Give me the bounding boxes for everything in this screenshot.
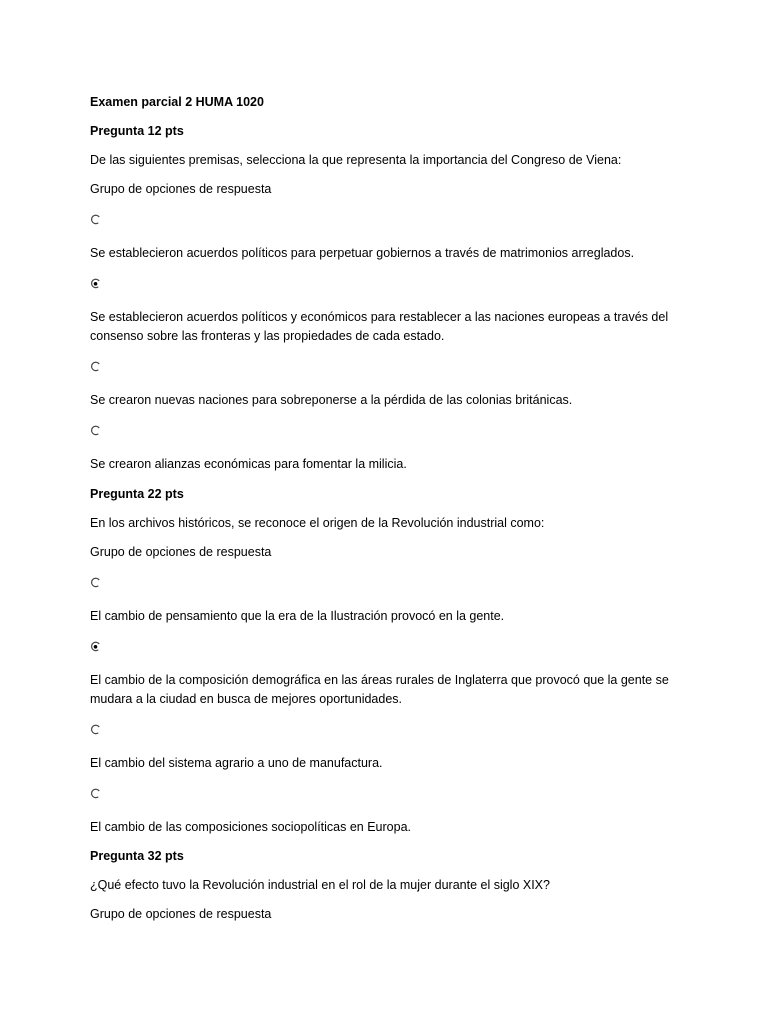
radio-selected-icon <box>90 278 101 289</box>
question-2-group-label: Grupo de opciones de respuesta <box>90 545 272 559</box>
q2-option-4-label: El cambio de las composiciones sociopolíticas en Europa. <box>90 820 412 834</box>
radio-unselected-icon <box>90 788 101 799</box>
q1-option-2-label: Se establecieron acuerdos políticos y económicos para restablecer a las naciones europeas a través del consenso sobre las fronteras y las propiedades de cada estado. <box>90 310 669 343</box>
radio-unselected-icon <box>90 425 101 436</box>
q1-option-4-radio[interactable] <box>90 425 101 436</box>
q1-option-3-label: Se crearon nuevas naciones para sobreponerse a la pérdida de las colonias británicas. <box>90 393 573 407</box>
question-2-prompt: En los archivos históricos, se reconoce el origen de la Revolución industrial como: <box>90 516 545 530</box>
q1-option-3-radio[interactable] <box>90 361 101 372</box>
radio-unselected-icon <box>90 361 101 372</box>
question-3-heading: Pregunta 32 pts <box>90 849 184 863</box>
q2-option-1-radio[interactable] <box>90 577 101 588</box>
radio-unselected-icon <box>90 577 101 588</box>
q2-option-1-label: El cambio de pensamiento que la era de la Ilustración provocó en la gente. <box>90 609 505 623</box>
q1-option-1-radio[interactable] <box>90 214 101 225</box>
document-title: Examen parcial 2 HUMA 1020 <box>90 95 264 109</box>
q2-option-3-label: El cambio del sistema agrario a uno de manufactura. <box>90 756 383 770</box>
radio-unselected-icon <box>90 724 101 735</box>
question-1-group-label: Grupo de opciones de respuesta <box>90 182 272 196</box>
q2-option-2-radio[interactable] <box>90 641 101 652</box>
radio-unselected-icon <box>90 214 101 225</box>
radio-selected-icon <box>90 641 101 652</box>
question-3-prompt: ¿Qué efecto tuvo la Revolución industrial en el rol de la mujer durante el siglo XIX? <box>90 878 550 892</box>
question-1-prompt: De las siguientes premisas, selecciona la que representa la importancia del Congreso de Viena: <box>90 153 622 167</box>
q2-option-2-label: El cambio de la composición demográfica en las áreas rurales de Inglaterra que provocó que la gente se mudara a la ciudad en busca de mejores oportunidades. <box>90 673 669 706</box>
question-3-group-label: Grupo de opciones de respuesta <box>90 907 272 921</box>
question-1-heading: Pregunta 12 pts <box>90 124 184 138</box>
q1-option-2-radio[interactable] <box>90 278 101 289</box>
question-2-heading: Pregunta 22 pts <box>90 487 184 501</box>
q1-option-1-label: Se establecieron acuerdos políticos para perpetuar gobiernos a través de matrimonios arreglados. <box>90 246 635 260</box>
q2-option-4-radio[interactable] <box>90 788 101 799</box>
q2-option-3-radio[interactable] <box>90 724 101 735</box>
q1-option-4-label: Se crearon alianzas económicas para fomentar la milicia. <box>90 457 407 471</box>
